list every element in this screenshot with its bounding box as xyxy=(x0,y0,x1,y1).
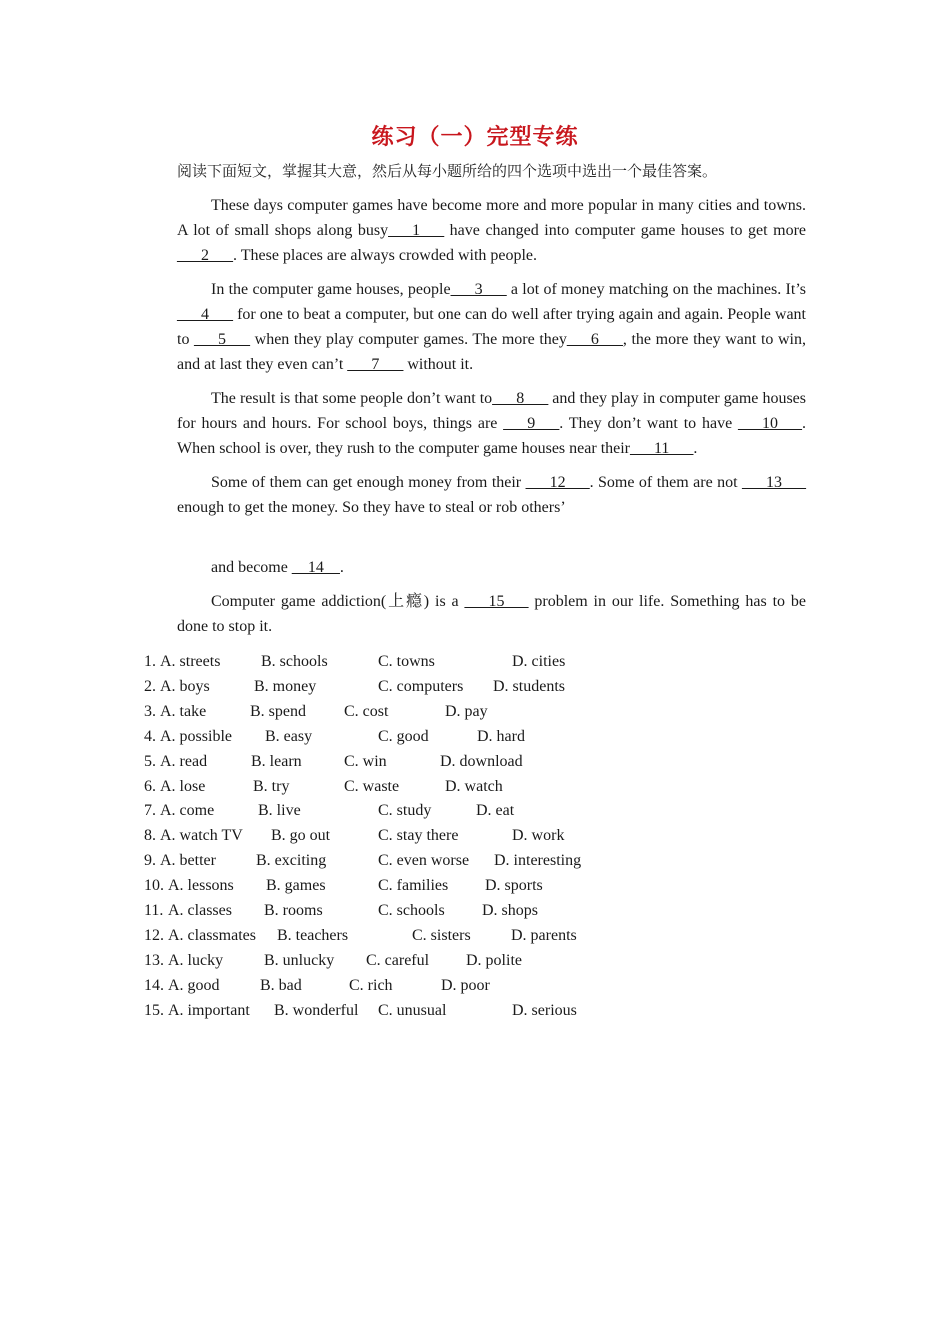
paragraph-6 xyxy=(177,589,806,639)
passage-text: when they play computer games. The more they xyxy=(250,331,567,348)
option-d: D. interesting xyxy=(494,852,582,870)
passage-text: without it. xyxy=(403,356,474,373)
blank-5: ___5___ xyxy=(194,331,251,348)
option-a: A. good xyxy=(168,976,220,994)
option-a: A. watch TV xyxy=(160,827,243,845)
instruction-text: 阅读下面短文，掌握其大意，然后从每小题所给的四个选项中选出一个最佳答案。 xyxy=(177,162,718,180)
question-number: 11. xyxy=(144,902,164,919)
passage-text: have changed into computer game houses to get more xyxy=(444,222,807,239)
question-number: 15. xyxy=(144,1001,164,1019)
option-a: A. lessons xyxy=(168,877,234,895)
blank-1: ___1___ xyxy=(388,222,445,239)
option-d: D. pay xyxy=(445,702,488,720)
passage-text: and become xyxy=(211,559,292,576)
passage-text: . xyxy=(693,440,698,457)
option-a: A. lucky xyxy=(168,951,224,969)
passage-text: , the more they want to win, and at last they even can’t xyxy=(177,331,806,373)
paragraph-5 xyxy=(177,555,806,580)
question-number: 4. xyxy=(144,727,156,745)
option-a: A. important xyxy=(168,1001,250,1019)
option-c: C. study xyxy=(378,802,432,820)
option-a: A. possible xyxy=(160,727,232,745)
option-d: D. eat xyxy=(476,802,515,820)
question-number: 5. xyxy=(144,752,156,770)
passage-text: . They don’t want to have xyxy=(559,415,738,432)
option-b: B. easy xyxy=(265,727,313,745)
option-b: B. teachers xyxy=(277,926,349,944)
passage-text: problem in our life. Something has to be done to stop it. xyxy=(177,593,806,635)
option-d: D. watch xyxy=(445,777,503,795)
paragraph-2 xyxy=(177,277,806,377)
option-c: C. waste xyxy=(344,777,400,795)
question-number: 13. xyxy=(144,951,164,969)
option-a: A. read xyxy=(160,752,208,770)
blank-10: ___10___ xyxy=(738,415,802,432)
option-c: C. even worse xyxy=(378,852,470,870)
option-b: B. schools xyxy=(261,653,328,670)
passage-text: In the computer game houses, people xyxy=(211,281,451,298)
option-b: B. rooms xyxy=(264,902,323,919)
option-b: B. live xyxy=(258,802,301,820)
option-c: C. good xyxy=(378,727,429,745)
option-c: C. computers xyxy=(378,677,464,695)
question-number: 3. xyxy=(144,702,156,720)
option-b: B. learn xyxy=(251,752,302,770)
question-number: 10. xyxy=(144,877,164,895)
passage-text: enough to get the money. So they have to steal or rob others’ xyxy=(177,499,566,516)
question-number: 12. xyxy=(144,926,164,944)
option-c: C. towns xyxy=(378,653,435,670)
question-number: 6. xyxy=(144,777,156,795)
option-c: C. cost xyxy=(344,702,389,720)
option-a: A. streets xyxy=(160,653,221,670)
blank-3: ___3___ xyxy=(450,281,507,298)
passage-text: for one to beat a computer, but one can do well after trying again and again. People want to xyxy=(177,306,806,348)
option-c: C. stay there xyxy=(378,827,459,845)
option-d: D. shops xyxy=(482,902,539,919)
passage-text: and they play in computer game houses for hours and hours. For school boys, things are xyxy=(177,390,807,432)
option-b: B. money xyxy=(254,677,317,695)
option-d: D. download xyxy=(440,752,523,770)
option-a: A. boys xyxy=(160,677,210,695)
passage-text: The result is that some people don’t want to xyxy=(211,390,493,407)
paragraph-3 xyxy=(177,386,806,461)
option-b: B. bad xyxy=(260,976,302,994)
blank-9: ___9___ xyxy=(503,415,560,432)
blank-8: ___8___ xyxy=(492,390,549,407)
question-number: 1. xyxy=(144,653,156,670)
blank-14: __14__ xyxy=(291,559,340,576)
question-number: 14. xyxy=(144,976,164,994)
blank-7: ___7___ xyxy=(347,356,404,373)
blank-11: ___11___ xyxy=(630,440,694,457)
option-c: C. schools xyxy=(378,902,445,919)
option-a: A. classes xyxy=(168,902,232,919)
option-b: B. unlucky xyxy=(264,951,335,969)
option-c: C. unusual xyxy=(378,1001,447,1019)
option-c: C. careful xyxy=(366,951,430,969)
blank-15: ___15___ xyxy=(464,593,529,610)
paragraph-4 xyxy=(177,470,806,520)
option-d: D. polite xyxy=(466,951,522,969)
passage-text: a lot of money matching on the machines. It’s xyxy=(506,281,806,298)
passage-text: . Some of them are not xyxy=(589,474,742,491)
option-d: D. cities xyxy=(512,653,566,670)
option-d: D. hard xyxy=(477,727,525,745)
option-b: B. exciting xyxy=(256,852,327,870)
passage-text: . When school is over, they rush to the computer game houses near their xyxy=(177,415,806,457)
page-title: 练习（一）完型专练 xyxy=(371,125,579,150)
option-b: B. go out xyxy=(271,827,331,845)
option-a: A. better xyxy=(160,852,216,870)
option-c: C. win xyxy=(344,752,387,770)
option-d: D. sports xyxy=(485,877,543,895)
option-b: B. try xyxy=(253,777,290,795)
option-d: D. parents xyxy=(511,926,577,944)
option-c: C. sisters xyxy=(412,926,471,944)
question-number: 2. xyxy=(144,677,156,695)
blank-12: ___12___ xyxy=(525,474,590,491)
blank-13: ___13___ xyxy=(742,474,806,491)
question-number: 8. xyxy=(144,827,156,845)
passage-text: These days computer games have become more and more popular in many cities and towns. A lot of small shops along busy xyxy=(177,197,806,239)
option-c: C. families xyxy=(378,877,449,895)
passage-text: Computer game addiction(上瘾) is a xyxy=(211,593,465,610)
question-number: 9. xyxy=(144,852,156,870)
option-a: A. take xyxy=(160,702,207,720)
option-d: D. poor xyxy=(441,976,490,994)
passage-text: . xyxy=(339,559,344,576)
option-d: D. serious xyxy=(512,1001,577,1019)
option-a: A. classmates xyxy=(168,926,256,944)
passage-text: . These places are always crowded with people. xyxy=(233,247,538,264)
passage-text: Some of them can get enough money from their xyxy=(211,474,526,491)
blank-6: ___6___ xyxy=(566,331,623,348)
option-b: B. wonderful xyxy=(274,1001,359,1019)
option-d: D. work xyxy=(512,827,565,845)
option-b: B. spend xyxy=(250,702,306,720)
option-b: B. games xyxy=(266,877,326,895)
question-number: 7. xyxy=(144,802,156,820)
option-a: A. lose xyxy=(160,777,206,795)
option-c: C. rich xyxy=(349,976,393,994)
option-a: A. come xyxy=(160,802,215,820)
option-d: D. students xyxy=(493,677,565,695)
paragraph-1 xyxy=(177,193,806,268)
blank-4: ___4___ xyxy=(177,306,233,323)
blank-2: ___2___ xyxy=(177,247,233,264)
